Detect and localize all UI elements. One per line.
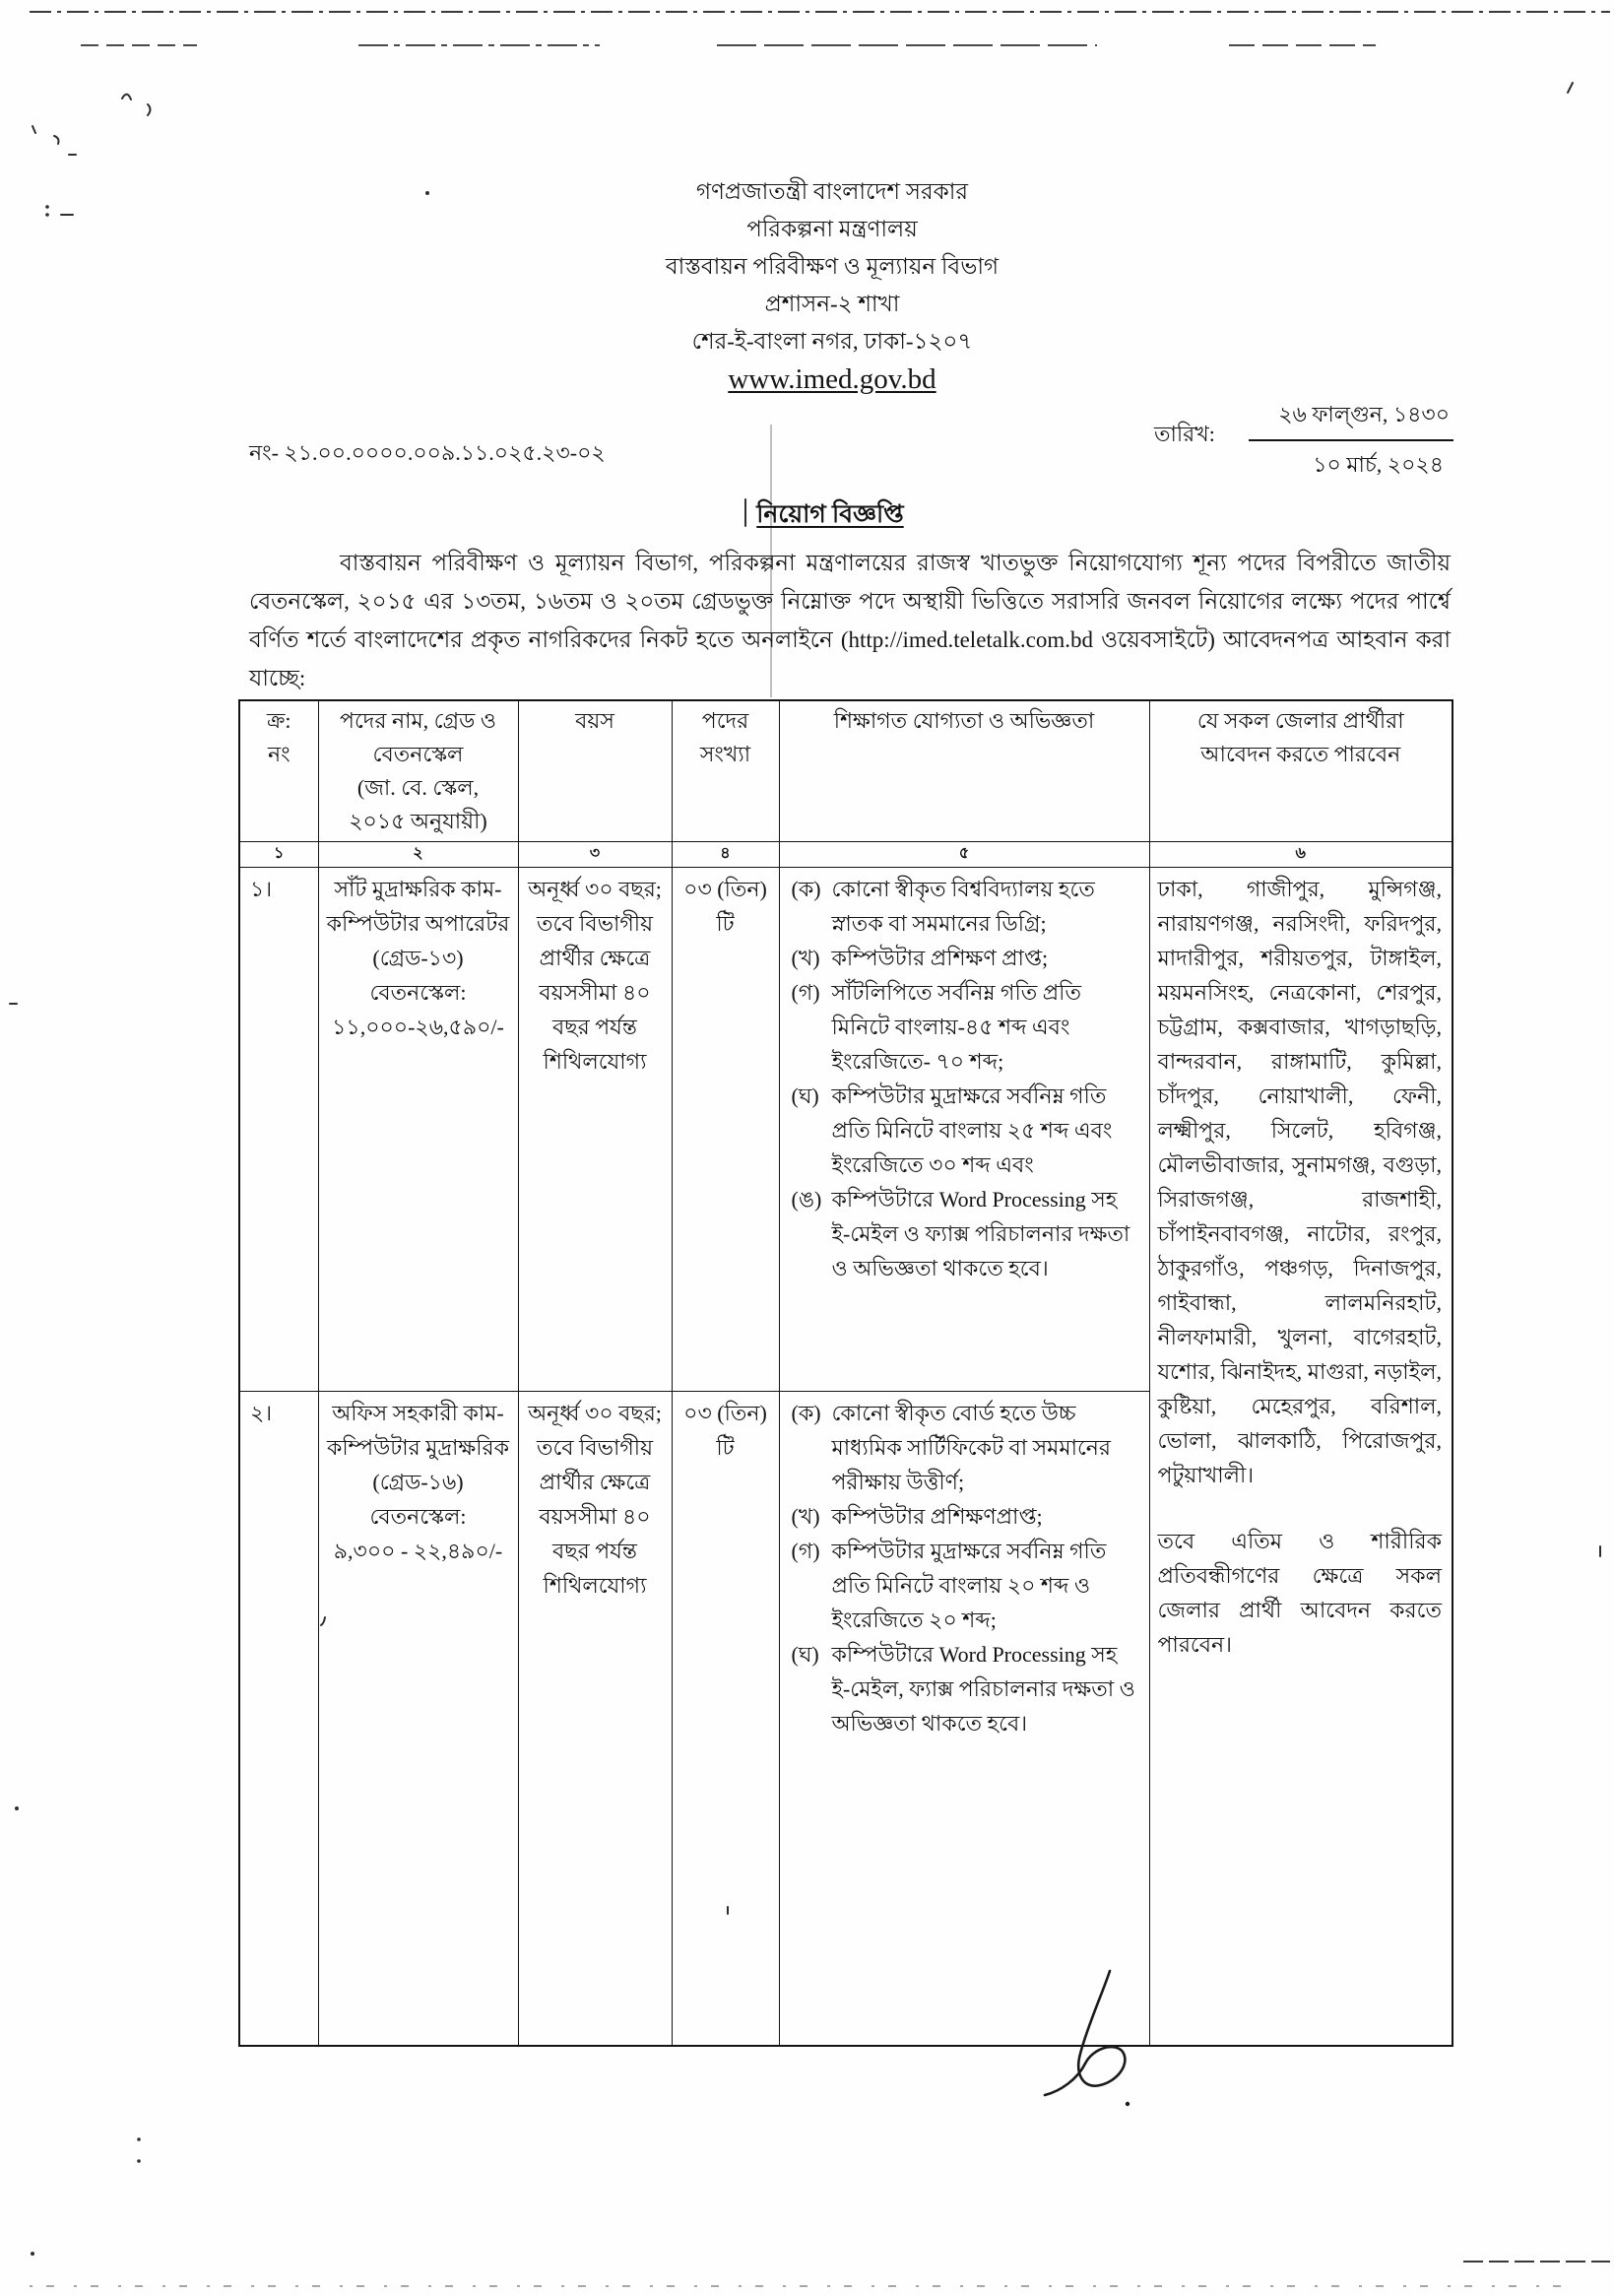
qualification-item (792, 1079, 1139, 1182)
notice-content (238, 544, 1452, 2047)
qualification-text: কম্পিউটারে Word Processing সহ ই-মেইল, ফ্যাক্স পরিচালনার দক্ষতা ও অভিজ্ঞতা থাকতে হবে। (831, 1642, 1135, 1736)
header-line: বয়স (575, 708, 614, 733)
post-grade: (গ্রেড-১৬) (372, 1470, 464, 1494)
qualification-item (792, 1534, 1139, 1637)
signature (1039, 1965, 1157, 2113)
date-label: তারিখ: (1154, 422, 1215, 446)
date-divider (1249, 439, 1453, 441)
qualification-cell (779, 1392, 1149, 2046)
header-qualification (779, 700, 1149, 842)
qualification-marker: (ক) (791, 877, 821, 901)
qualification-marker: (ঘ) (791, 1083, 819, 1108)
post-count: ০৩ (তিন) টি (672, 1392, 779, 2046)
header-post (318, 700, 518, 842)
date-bangla: ২৬ ফাল্গুন, ১৪৩০ (1278, 402, 1450, 426)
row-serial: ২। (239, 1392, 318, 2046)
post-count: ০৩ (তিন) টি (672, 868, 779, 1392)
qualification-text: কোনো স্বীকৃত বোর্ড হতে উচ্চ মাধ্যমিক সার্টিফিকেট বা সমমানের পরীক্ষায় উত্তীর্ণ; (831, 1401, 1112, 1494)
post-grade: (গ্রেড-১৩) (372, 946, 464, 970)
header-line: (জা. বে. স্কেল, (356, 775, 480, 800)
qualification-marker: (ক) (791, 1401, 821, 1425)
qualification-text: সাঁটলিপিতে সর্বনিম্ন গতি প্রতি মিনিটে বাংলায়-৪৫ শব্দ এবং ইংরেজিতে- ৭০ শব্দ; (831, 980, 1081, 1074)
eligible-districts: ঢাকা, গাজীপুর, মুন্সিগঞ্জ, নারায়ণগঞ্জ, নরসিংদী, ফরিদপুর, মাদারীপুর, শরীয়তপুর, টাঙ্গাইল, ময়মনসিংহ, নেত্রকোনা, শেরপুর, চট্টগ্রাম, কক্সবাজার, খাগড়াছড়ি, বান্দরবান, রাঙ্গামাটি, কুমিল্লা, চাঁদপুর, নোয়াখালী, ফেনী, লক্ষ্মীপুর, সিলেট, হবিগঞ্জ, মৌলভীবাজার, সুনামগঞ্জ, বগুড়া, সিরাজগঞ্জ, রাজশাহী, চাঁপাইনবাবগঞ্জ, নাটোর, রংপুর, ঠাকুরগাঁও, পঞ্চগড়, দিনাজপুর, গাইবান্ধা, লালমনিরহাট, নীলফামারী, খুলনা, বাগেরহাট, যশোর, ঝিনাইদহ, মাগুরা, নড়াইল, কুষ্টিয়া, মেহেরপুর, বরিশাল, ভোলা, ঝালকাঠি, পিরোজপুর, পটুয়াখালী। (1157, 877, 1442, 1487)
row-serial: ১। (239, 868, 318, 1392)
districts-note: তবে এতিম ও শারীরিক প্রতিবন্ধীগণের ক্ষেত্রে সকল জেলার প্রার্থী আবেদন করতে পারবেন। (1157, 1529, 1442, 1657)
post-name: অফিস সহকারী কাম-কম্পিউটার মুদ্রাক্ষরিক (326, 1401, 510, 1460)
header-line: সংখ্যা (699, 742, 751, 766)
pay-scale-label: বেতনস্কেল: (369, 980, 467, 1005)
pay-scale: ৯,৩০০ - ২২,৪৯০/- (333, 1539, 503, 1563)
column-number-row (239, 842, 1453, 868)
post-name: সাঁট মুদ্রাক্ষরিক কাম-কম্পিউটার অপারেটর (326, 877, 510, 936)
qualification-marker: (খ) (791, 946, 820, 970)
pay-scale: ১১,০০০-২৬,৫৯০/- (332, 1015, 504, 1039)
header-age (518, 700, 672, 842)
qualification-text: কম্পিউটার মুদ্রাক্ষরে সর্বনিম্ন গতি প্রতি মিনিটে বাংলায় ২৫ শব্দ এবং ইংরেজিতে ৩০ শব্দ এবং (831, 1083, 1113, 1177)
header-line: বেতনস্কেল (372, 742, 464, 766)
qualification-text: কম্পিউটারে Word Processing সহ ই-মেইল ও ফ্যাক্স পরিচালনার দক্ষতা ও অভিজ্ঞতা থাকতে হবে। (831, 1187, 1130, 1280)
website-url: www.imed.gov.bd (728, 363, 936, 395)
notice-title: নিয়োগ বিজ্ঞপ্তি (756, 501, 904, 528)
qualification-item (792, 1637, 1139, 1740)
qualification-marker: (ঘ) (791, 1642, 819, 1667)
header-line: আবেদন করতে পারবেন (1200, 742, 1401, 766)
header-line: ২০১৫ অনুযায়ী) (349, 809, 487, 833)
column-number: ৪ (672, 842, 779, 868)
vacancy-table (238, 699, 1453, 2047)
qualification-item (792, 872, 1139, 941)
header-serial (239, 700, 318, 842)
post-cell (318, 868, 518, 1392)
ministry-name: পরিকল্পনা মন্ত্রণালয় (746, 217, 918, 241)
government-name: গণপ্রজাতন্ত্রী বাংলাদেশ সরকার (695, 179, 969, 204)
table-row (239, 868, 1453, 1392)
header-line: পদের (701, 708, 749, 733)
letterhead (537, 173, 1128, 361)
division-name: বাস্তবায়ন পরিবীক্ষণ ও মূল্যায়ন বিভাগ (665, 254, 1000, 279)
qualification-text: কম্পিউটার প্রশিক্ষণ প্রাপ্ত; (831, 946, 1049, 970)
column-number: ২ (318, 842, 518, 868)
qualification-marker: (খ) (791, 1504, 820, 1529)
header-line: ক্র: (266, 708, 291, 733)
qualification-item (792, 1182, 1139, 1285)
notice-body: বাস্তবায়ন পরিবীক্ষণ ও মূল্যায়ন বিভাগ, পরিকল্পনা মন্ত্রণালয়ের রাজস্ব খাতভুক্ত নিয়োগযোগ্য শূন্য পদের বিপরীতে জাতীয় বেতনস্কেল, ২০১৫ এর ১৩তম, ১৬তম ও ২০তম গ্রেডভুক্ত নিম্নোক্ত পদে অস্থায়ী ভিত্তিতে সরাসরি জনবল নিয়োগের লক্ষ্যে পদের পার্শ্বে বর্ণিত শর্তে বাংলাদেশের প্রকৃত নাগরিকদের নিকট হতে অনলাইনে (http://imed.teletalk.com.bd ওয়েবসাইটে) আবেদনপত্র আহবান করা যাচ্ছে: (249, 551, 1451, 690)
header-count (672, 700, 779, 842)
qualification-text: কম্পিউটার মুদ্রাক্ষরে সর্বনিম্ন গতি প্রতি মিনিটে বাংলায় ২০ শব্দ ও ইংরেজিতে ২০ শব্দ; (831, 1539, 1107, 1632)
column-number: ৬ (1149, 842, 1453, 868)
column-number: ১ (239, 842, 318, 868)
qualification-item (792, 1396, 1139, 1499)
post-cell (318, 1392, 518, 2046)
header-line: যে সকল জেলার প্রার্থীরা (1196, 708, 1404, 733)
qualification-marker: (গ) (791, 1539, 820, 1563)
memo-number: নং- ২১.০০.০০০০.০০৯.১১.০২৫.২৩-০২ (249, 440, 606, 465)
qualification-item (792, 1499, 1139, 1534)
qualification-marker: (গ) (791, 980, 820, 1005)
age-limit: অনূর্ধ্ব ৩০ বছর; তবে বিভাগীয় প্রার্থীর ক্ষেত্রে বয়সসীমা ৪০ বছর পর্যন্ত শিথিলযোগ্য (518, 1392, 672, 2046)
qualification-cell (779, 868, 1149, 1392)
age-limit: অনূর্ধ্ব ৩০ বছর; তবে বিভাগীয় প্রার্থীর ক্ষেত্রে বয়সসীমা ৪০ বছর পর্যন্ত শিথিলযোগ্য (518, 868, 672, 1392)
qualification-marker: (ঙ) (791, 1187, 822, 1212)
qualification-item (792, 975, 1139, 1079)
branch-name: প্রশাসন-২ শাখা (764, 292, 900, 316)
table-header-row (239, 700, 1453, 842)
pay-scale-label: বেতনস্কেল: (369, 1504, 467, 1529)
date-gregorian: ১০ মার্চ, ২০২৪ (1313, 452, 1444, 477)
header-line: পদের নাম, গ্রেড ও (340, 708, 496, 733)
qualification-item (792, 941, 1139, 975)
column-number: ৫ (779, 842, 1149, 868)
eligible-districts-cell (1149, 868, 1453, 2046)
column-number: ৩ (518, 842, 672, 868)
qualification-text: কোনো স্বীকৃত বিশ্ববিদ্যালয় হতে স্নাতক বা সমমানের ডিগ্রি; (831, 877, 1095, 936)
header-line: নং (267, 742, 291, 766)
qualification-text: কম্পিউটার প্রশিক্ষণপ্রাপ্ত; (831, 1504, 1043, 1529)
header-line: শিক্ষাগত যোগ্যতা ও অভিজ্ঞতা (833, 708, 1095, 733)
office-address: শের-ই-বাংলা নগর, ঢাকা-১২০৭ (691, 329, 973, 354)
header-districts (1149, 700, 1453, 842)
